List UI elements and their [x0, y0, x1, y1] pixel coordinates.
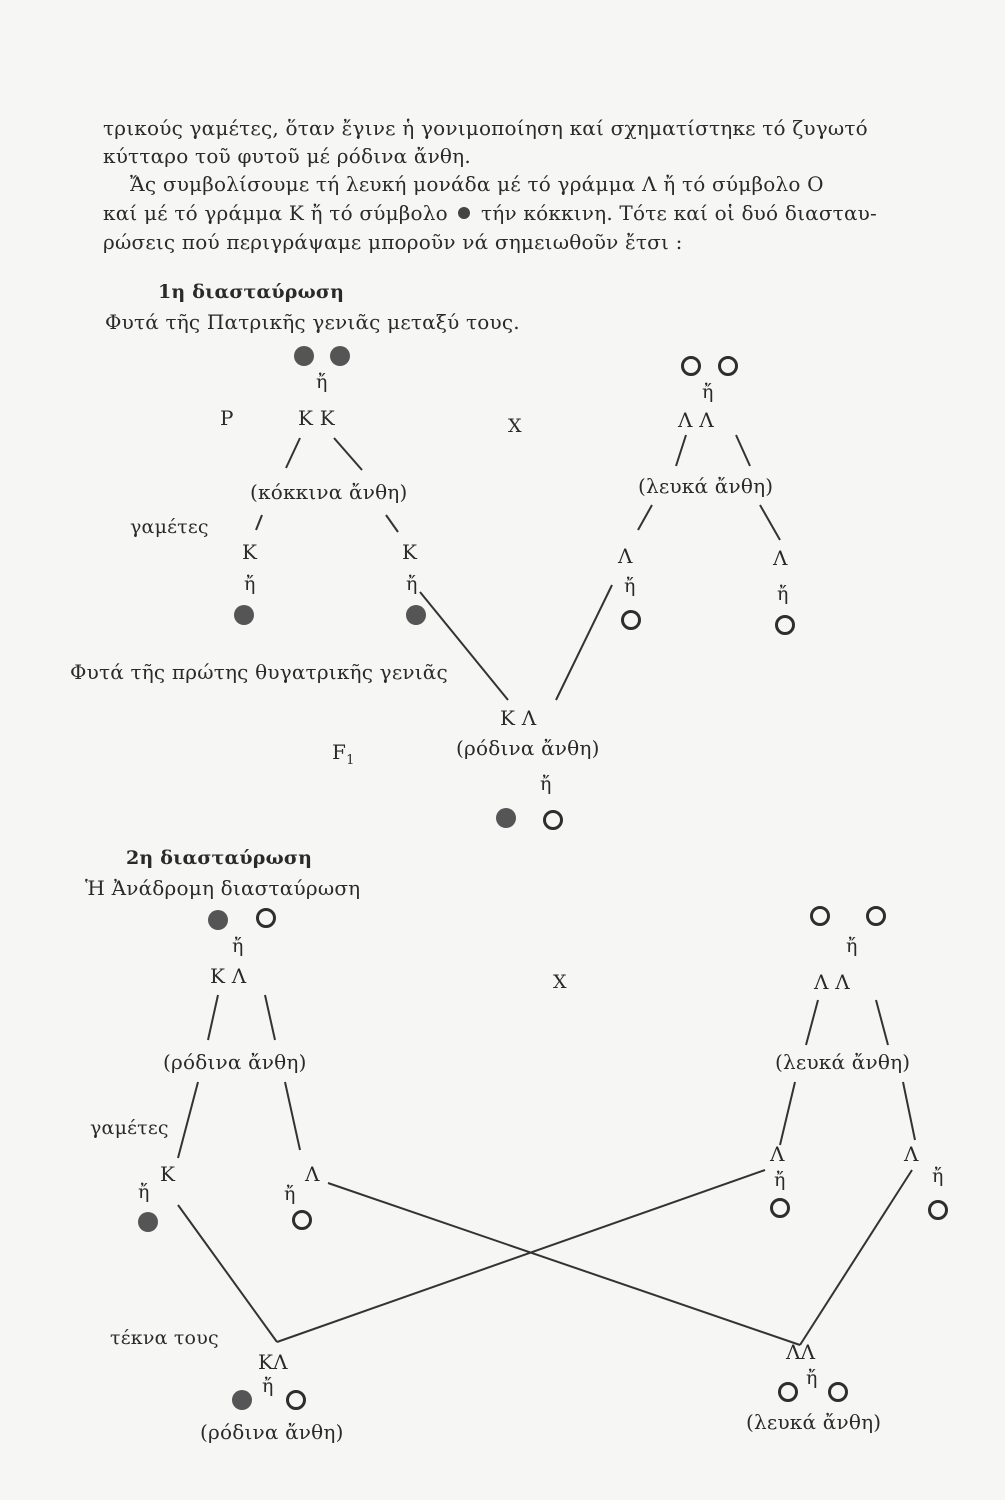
white-parent-description: (λευκά ἄνθη) [775, 1050, 911, 1074]
red-dot-icon [406, 605, 426, 625]
or-label: ἤ [406, 573, 418, 595]
white-circle-icon [621, 610, 641, 630]
child-genotype-pink: ΚΛ [258, 1350, 288, 1374]
gametes-label: γαμέτες [90, 1117, 169, 1139]
white-circle-icon [810, 906, 830, 926]
white-circle-icon [256, 908, 276, 928]
white-circle-icon [778, 1382, 798, 1402]
f1-symbol [332, 740, 355, 773]
cross2-heading: 2η διασταύρωση [126, 847, 313, 869]
or-label: ἤ [232, 935, 244, 957]
or-label: ἤ [262, 1375, 274, 1397]
f1-symbol-letter: F [332, 740, 347, 764]
red-dot-icon [232, 1390, 252, 1410]
red-dot-icon [208, 910, 228, 930]
red-dot-icon [496, 808, 516, 828]
or-label: ἤ [316, 371, 328, 393]
p-label: Ρ [220, 406, 234, 430]
white-circle-icon [928, 1200, 948, 1220]
white-circle-icon [775, 615, 795, 635]
gamete-l: Λ [618, 544, 633, 568]
children-label: τέκνα τους [110, 1327, 219, 1349]
white-circle-icon [718, 356, 738, 376]
cross1-heading: 1η διασταύρωση [158, 281, 345, 303]
pink-parent-description: (ρόδινα ἄνθη) [163, 1050, 307, 1074]
red-dot-icon [294, 346, 314, 366]
gamete-l: Λ [773, 546, 788, 570]
white-circle-icon [286, 1390, 306, 1410]
intro-line-4b: τήν κόκκινη. Τότε καί οἱ δυό διασταυ- [481, 201, 877, 225]
intro-line-2: κύτταρο τοῦ φυτοῦ μέ ρόδινα ἄνθη. [103, 144, 471, 168]
f1-description: (ρόδινα ἄνθη) [456, 736, 600, 760]
intro-line-1: τρικούς γαμέτες, ὅταν ἔγινε ἡ γονιμοποίηση καί σχηματίστηκε τό ζυγωτό [103, 116, 868, 140]
white-circle-icon [866, 906, 886, 926]
red-dot-icon [330, 346, 350, 366]
or-label: ἤ [624, 575, 636, 597]
gamete-k: Κ [402, 540, 418, 564]
child-description-white: (λευκά ἄνθη) [746, 1410, 882, 1434]
f1-symbol-subscript: 1 [346, 753, 355, 768]
gamete-l: Λ [904, 1142, 919, 1166]
white-parent-description: (λευκά ἄνθη) [638, 474, 774, 498]
or-label: ἤ [138, 1181, 150, 1203]
white-circle-icon [770, 1198, 790, 1218]
cross2-subheading: Ἡ Ἀνάδρομη διασταύρωση [85, 876, 361, 900]
or-label: ἤ [846, 935, 858, 957]
white-circle-icon [828, 1382, 848, 1402]
gamete-l: Λ [770, 1142, 785, 1166]
gamete-k: Κ [242, 540, 258, 564]
pink-parent-genotype: Κ Λ [210, 964, 247, 988]
white-circle-icon [543, 810, 563, 830]
cross-x: Χ [553, 971, 567, 993]
or-label: ἤ [702, 381, 714, 403]
gametes-label: γαμέτες [130, 516, 209, 538]
or-label: ἤ [244, 573, 256, 595]
gamete-k: Κ [160, 1162, 176, 1186]
or-label: ἤ [774, 1169, 786, 1191]
child-description-pink: (ρόδινα ἄνθη) [200, 1420, 344, 1444]
gamete-l: Λ [305, 1162, 320, 1186]
white-parent-genotype: Λ Λ [678, 408, 714, 432]
f1-genotype: Κ Λ [500, 706, 537, 730]
white-circle-icon [292, 1210, 312, 1230]
or-label: ἤ [932, 1165, 944, 1187]
red-parent-description: (κόκκινα ἄνθη) [250, 480, 408, 504]
white-circle-icon [681, 356, 701, 376]
intro-line-5: ρώσεις πού περιγράψαμε μποροῦν νά σημειωθοῦν ἔτσι : [103, 230, 683, 254]
child-genotype-white: ΛΛ [786, 1340, 816, 1364]
red-parent-genotype: Κ Κ [298, 406, 335, 430]
or-label: ἤ [806, 1367, 818, 1389]
cross-x: Χ [508, 415, 522, 437]
white-parent-genotype: Λ Λ [814, 970, 850, 994]
red-dot-icon [138, 1212, 158, 1232]
f1-generation-label: Φυτά τῆς πρώτης θυγατρικῆς γενιᾶς [70, 660, 448, 684]
intro-line-3: Ἄς συμβολίσουμε τή λευκή μονάδα μέ τό γράμμα Λ ἤ τό σύμβολο Ο [130, 172, 824, 196]
or-label: ἤ [777, 583, 789, 605]
intro-line-4a: καί μέ τό γράμμα Κ ἤ τό σύμβολο [103, 201, 448, 225]
red-dot-icon [234, 605, 254, 625]
or-label: ἤ [540, 773, 552, 795]
or-label: ἤ [284, 1183, 296, 1205]
cross1-subheading: Φυτά τῆς Πατρικῆς γενιᾶς μεταξύ τους. [105, 310, 520, 334]
